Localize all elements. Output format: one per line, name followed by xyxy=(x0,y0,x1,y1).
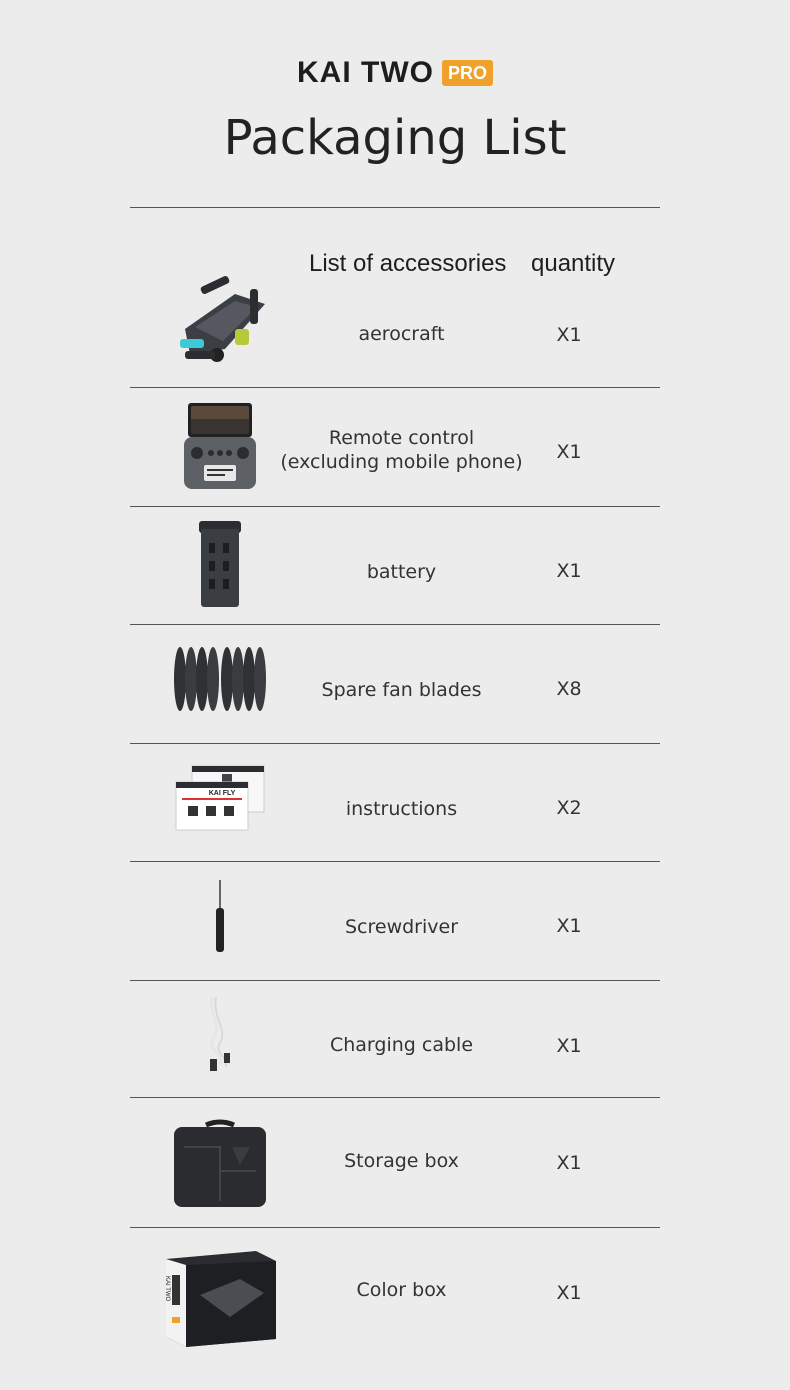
item-quantity: X1 xyxy=(556,1035,582,1057)
item-quantity: X1 xyxy=(556,915,582,937)
list-item-aerocraft xyxy=(130,207,660,387)
instructions-icon xyxy=(160,760,280,840)
remote-control-icon xyxy=(160,400,280,492)
drone-icon xyxy=(160,266,280,371)
list-item-battery xyxy=(130,506,660,624)
item-name: Screwdriver xyxy=(344,916,459,938)
list-item-spare-fan-blades xyxy=(130,624,660,743)
list-item-color-box xyxy=(130,1227,660,1357)
battery-icon xyxy=(160,519,280,609)
item-name: Charging cable xyxy=(329,1034,474,1056)
item-quantity: X1 xyxy=(556,441,582,463)
item-name: Storage box xyxy=(344,1150,459,1172)
brand-logo xyxy=(0,56,790,90)
header xyxy=(0,0,790,205)
list-item-instructions xyxy=(130,743,660,861)
page-title: Packaging List xyxy=(223,110,567,166)
screwdriver-icon xyxy=(160,878,280,954)
item-quantity: X2 xyxy=(556,797,582,819)
column-header-accessories: List of accessories xyxy=(309,250,507,277)
column-header-quantity: quantity xyxy=(531,250,616,277)
brand-badge: PRO xyxy=(442,60,493,86)
item-quantity: X1 xyxy=(556,560,582,582)
color-box-icon xyxy=(150,1244,290,1350)
fan-blades-icon xyxy=(160,643,280,715)
item-name-note: (excluding mobile phone) xyxy=(280,451,523,473)
instructions-card-title: KAI FLY xyxy=(208,790,236,797)
brand-name: KAI TWO xyxy=(297,56,434,89)
item-quantity: X1 xyxy=(556,1282,582,1304)
list-item-storage-box xyxy=(130,1097,660,1227)
item-name: battery xyxy=(366,561,437,583)
item-name: aerocraft xyxy=(358,323,445,345)
storage-box-icon xyxy=(160,1116,280,1212)
item-name: Color box xyxy=(356,1279,447,1301)
item-name: Remote control xyxy=(328,427,475,449)
color-box-brand: KAI TWO xyxy=(164,1276,170,1302)
charging-cable-icon xyxy=(160,991,280,1079)
item-name: Spare fan blades xyxy=(321,679,482,701)
item-quantity: X1 xyxy=(556,1152,582,1174)
item-quantity: X1 xyxy=(556,324,582,346)
list-item-remote-control xyxy=(130,387,660,506)
list-item-screwdriver xyxy=(130,861,660,980)
item-name: instructions xyxy=(345,798,458,820)
item-quantity: X8 xyxy=(556,678,582,700)
list-item-charging-cable xyxy=(130,980,660,1097)
packaging-list xyxy=(130,207,660,1357)
